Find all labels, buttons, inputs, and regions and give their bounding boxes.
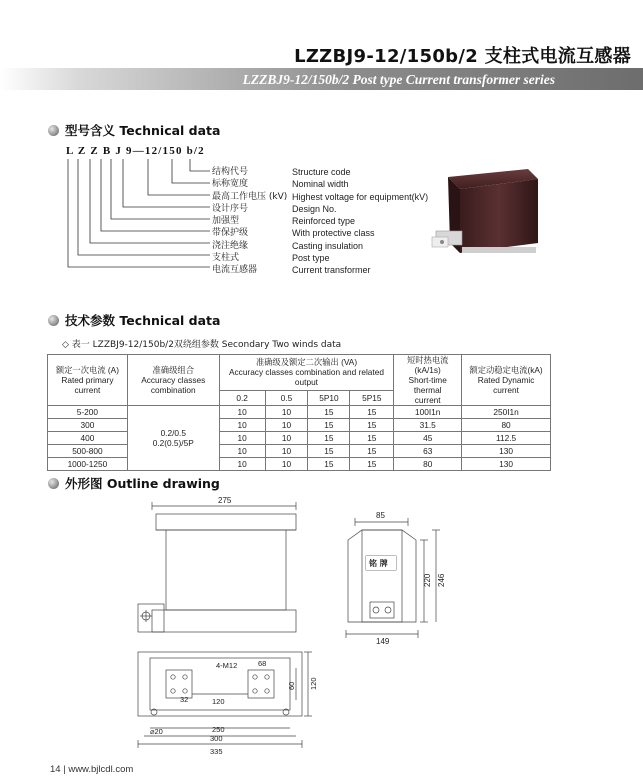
page-number: 14 [50,764,61,775]
dim-85: 85 [376,511,385,520]
cell-v02: 10 [219,445,265,458]
bullet-icon [48,125,59,136]
dim-275: 275 [218,496,232,505]
cell-current: 5-200 [48,406,128,419]
table-row [48,445,551,458]
header-thermal: 短时热电流(kA/1s) Short-time thermal current [394,355,462,406]
cell-p10: 15 [308,419,350,432]
section-tech-params-title: 技术参数 Technical data [65,313,221,328]
legend-cn-item: 设计序号 [212,203,249,214]
model-code: L Z Z B J 9—12/150 b/2 [66,145,205,157]
legend-cn-item: 浇注绝缘 [212,240,249,251]
cell-p10: 15 [308,458,350,471]
dim-60: 60 [287,681,296,690]
cell-p10: 15 [308,406,350,419]
legend-en-item: Highest voltage for equipment(kV) [292,191,429,202]
subheader-5p10: 5P10 [308,390,350,405]
table-row [48,419,551,432]
header-accuracy: 准确级组合 Accuracy classes combination [127,355,219,406]
cell-v05: 10 [265,419,308,432]
footer [50,764,133,775]
cell-p10: 15 [308,432,350,445]
footer-url[interactable]: www.bjlcdl.com [68,764,134,775]
cell-v05: 10 [265,458,308,471]
legend-en-item: Post type [292,253,330,264]
cell-p15: 15 [350,406,394,419]
legend-cn-item: 最高工作电压 (kV) [212,191,288,202]
cell-accuracy: 0.2/0.5 0.2(0.5)/5P [127,406,219,471]
cell-dynamic: 130 [462,445,551,458]
header-dynamic: 额定动稳定电流(kA) Rated Dynamic current [462,355,551,406]
cell-thermal: 80 [394,458,462,471]
table-row [48,458,551,471]
legend-en-item: Structure code [292,167,351,177]
dim-335: 335 [210,747,223,756]
cell-dynamic: 112.5 [462,432,551,445]
cell-thermal: 31.5 [394,419,462,432]
table-row [48,406,551,419]
subheader-5p15: 5P15 [350,390,394,405]
dim-120-v: 120 [309,677,318,690]
cell-dynamic: 80 [462,419,551,432]
legend-en-list [292,166,428,277]
dim-4m12: 4-M12 [216,661,238,670]
cell-dynamic: 250I1n [462,406,551,419]
legend-en-item: With protective class [292,228,375,239]
dim-120-h: 120 [212,697,225,706]
table-caption: ◇ 表一 LZZBJ9-12/150b/2双绕组参数 Secondary Two winds data [62,340,342,350]
section-outline [48,474,220,492]
cell-current: 300 [48,419,128,432]
dim-phi20: ⌀20 [150,727,163,736]
title-cn: LZZBJ9-12/150b/2 支柱式电流互感器 [294,46,631,67]
header-rated-current: 额定一次电流 (A) Rated primary current [48,355,128,406]
product-photo [430,165,540,265]
bullet-icon [48,478,59,489]
cell-thermal: 100I1n [394,406,462,419]
bullet-icon [48,315,59,326]
section-model-meaning [48,121,220,139]
legend-cn-item: 支柱式 [212,253,240,264]
outline-drawing [100,492,480,760]
legend-en-item: Casting insulation [292,240,364,251]
legend-en-item: Nominal width [292,179,349,190]
legend-cn-item: 电流互感器 [212,265,258,276]
dim-220: 220 [423,573,432,587]
dim-300: 300 [210,734,223,743]
cell-current: 1000-1250 [48,458,128,471]
cell-current: 400 [48,432,128,445]
subheader-0.5: 0.5 [265,390,308,405]
cell-p15: 15 [350,419,394,432]
nameplate-label: 铭 牌 [369,559,388,568]
table-row [48,432,551,445]
footer-separator: | [63,764,69,775]
cell-p10: 15 [308,445,350,458]
cell-v02: 10 [219,432,265,445]
legend-cn-item: 标称宽度 [212,179,249,190]
cell-dynamic: 130 [462,458,551,471]
cell-v05: 10 [265,406,308,419]
cell-thermal: 63 [394,445,462,458]
dim-32: 32 [180,695,189,704]
dim-250: 250 [212,725,225,734]
legend-en-item: Design No. [292,203,337,214]
cell-v02: 10 [219,458,265,471]
section-outline-title: 外形图 Outline drawing [65,476,220,491]
title-en: LZZBJ9-12/150b/2 Post type Current transformer series [242,72,555,87]
dim-149: 149 [376,637,390,646]
legend-en-item: Current transformer [292,265,371,276]
tech-table [47,354,551,471]
dim-68: 68 [258,659,267,668]
cell-thermal: 45 [394,432,462,445]
dim-246: 246 [437,573,446,587]
legend-en-item: Reinforced type [292,216,356,227]
legend-cn-item: 结构代号 [212,167,249,177]
cell-v05: 10 [265,445,308,458]
cell-v02: 10 [219,419,265,432]
section-tech-params [48,311,220,329]
cell-current: 500-800 [48,445,128,458]
legend-cn-item: 带保护级 [212,228,249,239]
cell-v02: 10 [219,406,265,419]
legend-cn-item: 加强型 [212,216,240,227]
cell-p15: 15 [350,458,394,471]
cell-p15: 15 [350,432,394,445]
cell-p15: 15 [350,445,394,458]
subheader-0.2: 0.2 [219,390,265,405]
section-model-meaning-title: 型号含义 Technical data [65,123,221,138]
cell-v05: 10 [265,432,308,445]
model-code-tree [60,156,220,276]
legend-cn-list [212,166,287,277]
header-output: 准确级及额定二次输出 (VA) Accuracy classes combination and related output [219,355,394,391]
